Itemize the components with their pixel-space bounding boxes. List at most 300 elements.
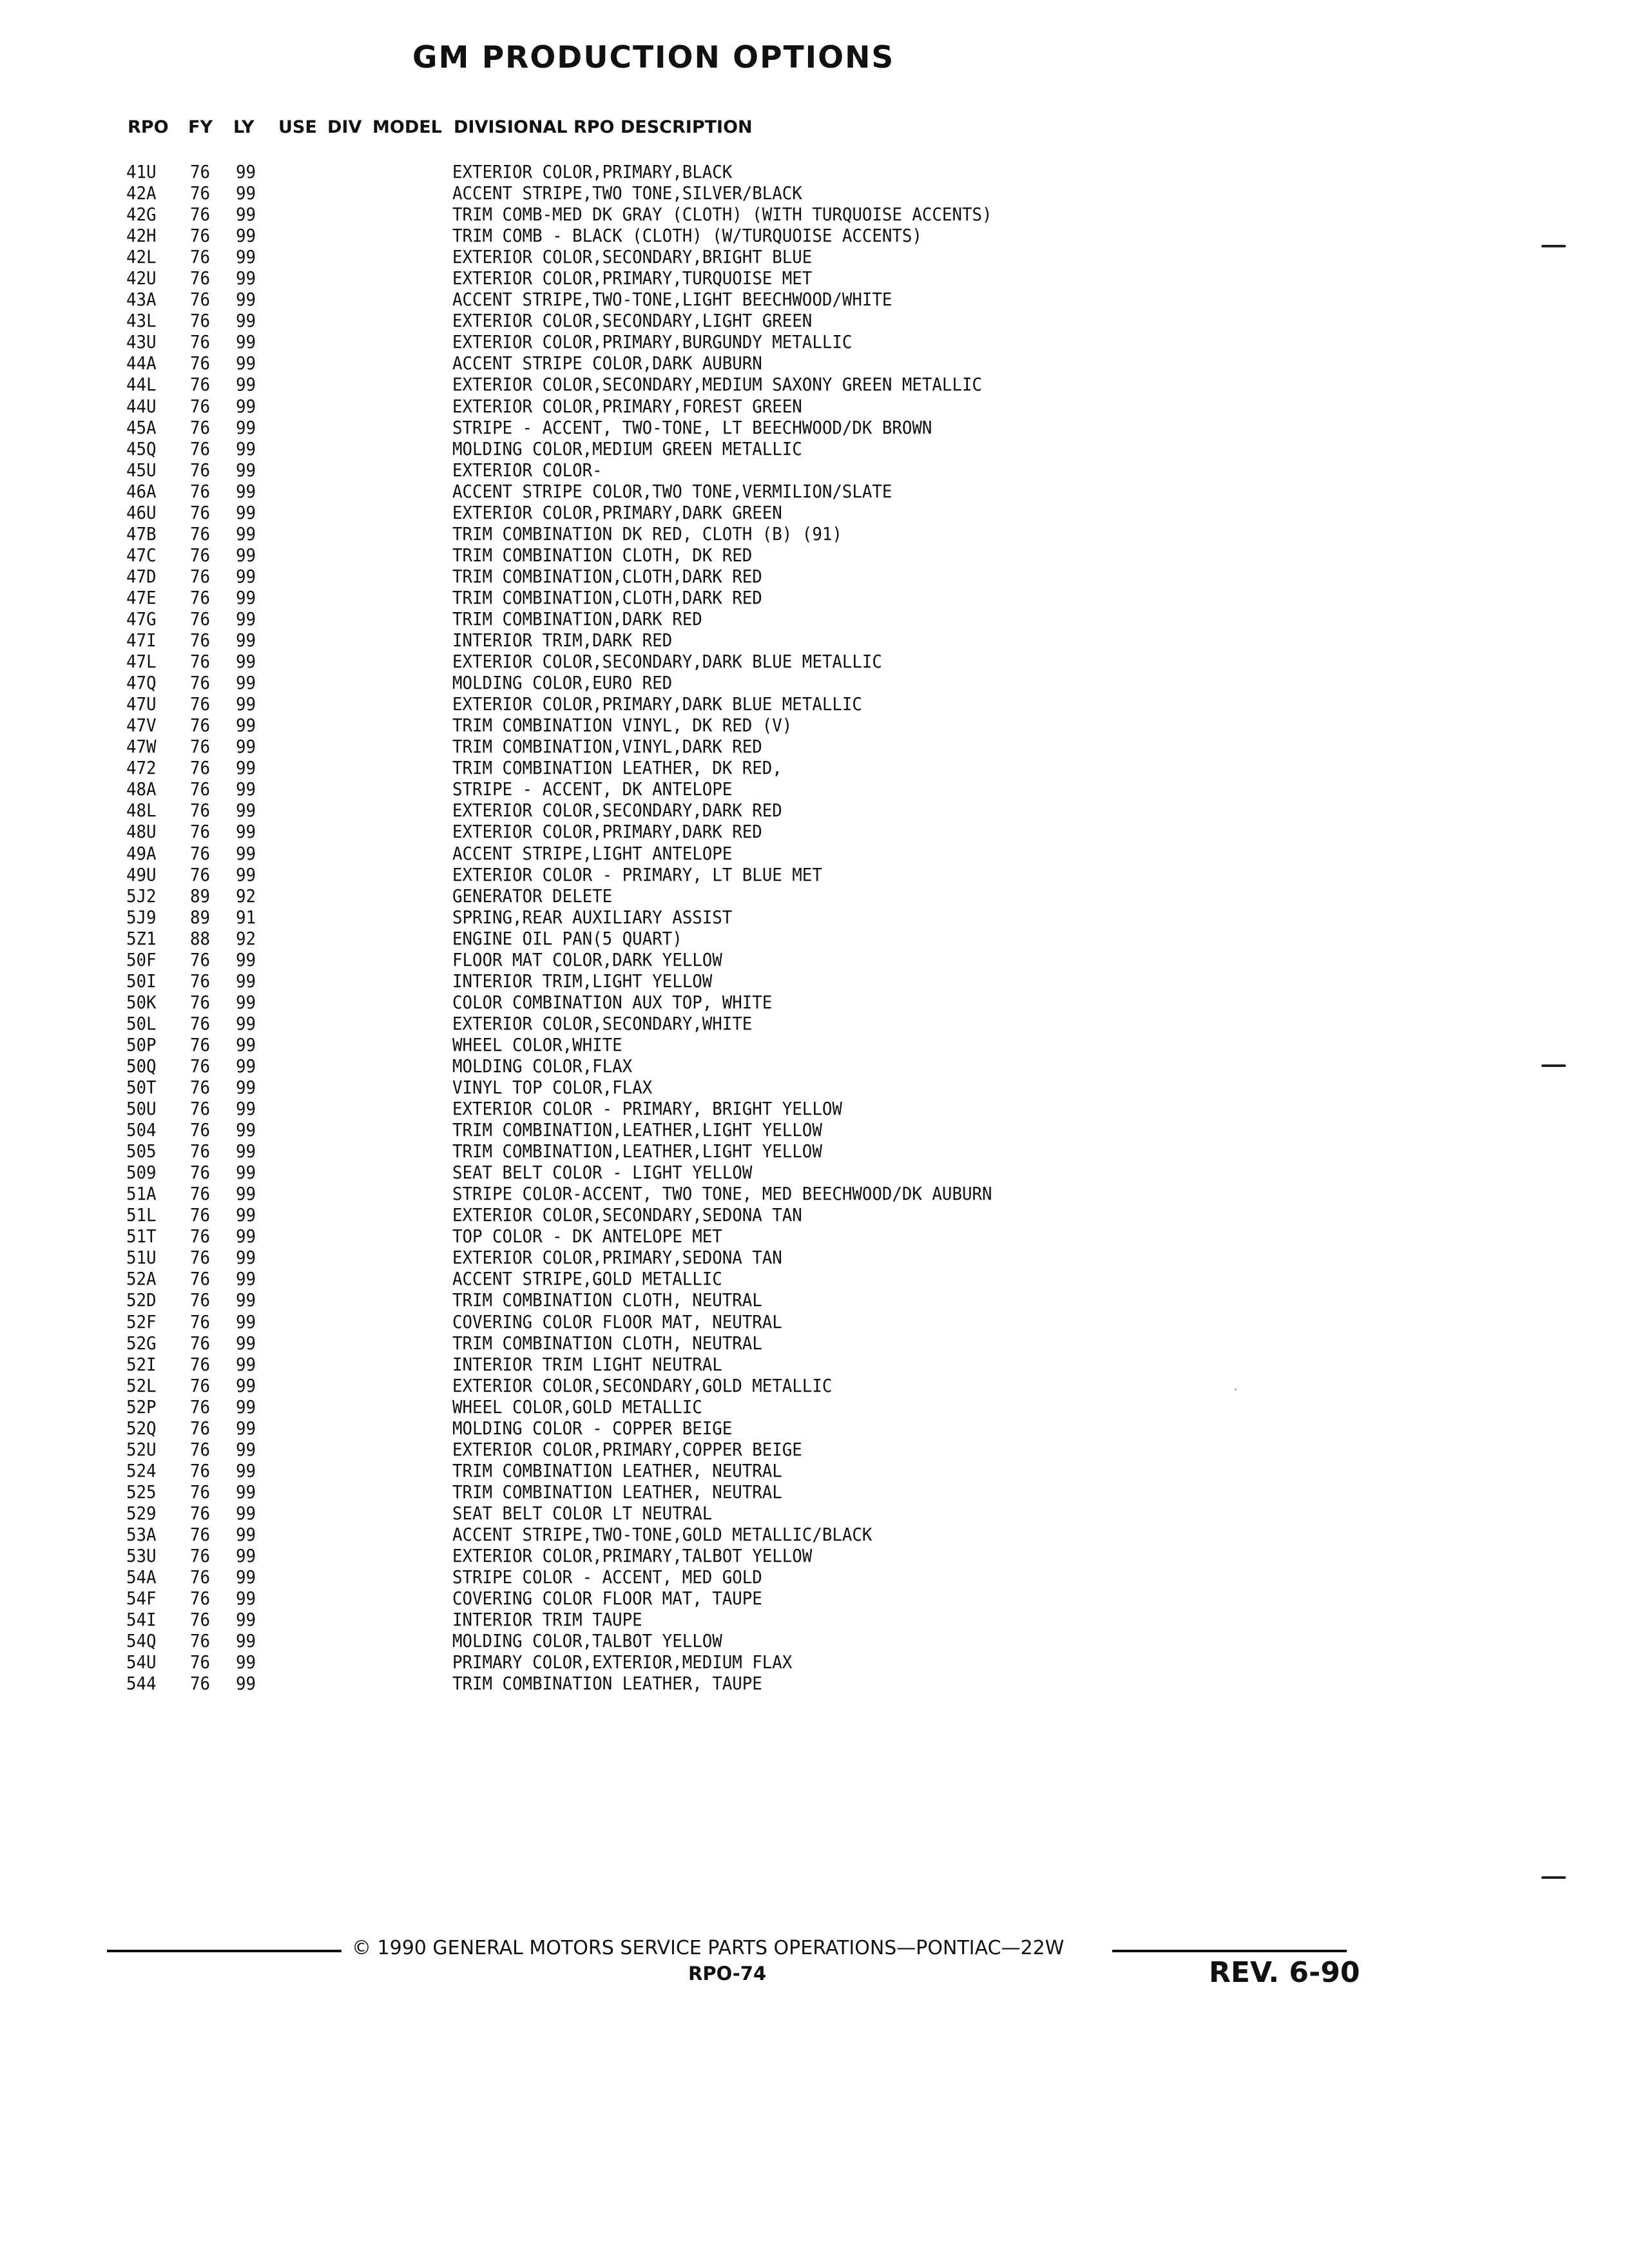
rpo-code: 504 <box>126 1119 157 1141</box>
first-year: 76 <box>190 416 211 438</box>
first-year: 76 <box>190 1588 211 1610</box>
description: EXTERIOR COLOR,PRIMARY,DARK BLUE METALLIC <box>452 693 862 715</box>
description: EXTERIOR COLOR,PRIMARY,DARK GREEN <box>452 501 782 523</box>
last-year: 99 <box>236 1609 256 1631</box>
rpo-code: 54A <box>126 1566 157 1588</box>
first-year: 76 <box>190 1289 211 1311</box>
last-year: 99 <box>236 416 256 438</box>
last-year: 99 <box>236 1481 256 1503</box>
first-year: 76 <box>190 267 211 289</box>
last-year: 91 <box>236 906 256 928</box>
table-row <box>0 778 1629 800</box>
first-year: 76 <box>190 310 211 332</box>
table-row <box>0 352 1629 374</box>
first-year: 76 <box>190 778 211 800</box>
footer-copyright: © 1990 GENERAL MOTORS SERVICE PARTS OPERATIONS—PONTIAC—22W <box>352 1937 1065 1959</box>
description: ACCENT STRIPE,LIGHT ANTELOPE <box>452 842 733 864</box>
last-year: 99 <box>236 182 256 204</box>
table-row <box>0 289 1629 310</box>
first-year: 76 <box>190 1396 211 1418</box>
rpo-code: 52I <box>126 1353 157 1375</box>
last-year: 99 <box>236 501 256 523</box>
description: COLOR COMBINATION AUX TOP, WHITE <box>452 991 773 1013</box>
first-year: 76 <box>190 821 211 843</box>
description: STRIPE COLOR - ACCENT, MED GOLD <box>452 1566 762 1588</box>
first-year: 76 <box>190 225 211 247</box>
rpo-code: 47U <box>126 693 157 715</box>
last-year: 99 <box>236 1268 256 1290</box>
margin-mark <box>1541 245 1566 247</box>
first-year: 76 <box>190 1417 211 1439</box>
description: FLOOR MAT COLOR,DARK YELLOW <box>452 948 722 970</box>
last-year: 99 <box>236 1289 256 1311</box>
description: WHEEL COLOR,WHITE <box>452 1033 622 1055</box>
first-year: 76 <box>190 1651 211 1673</box>
last-year: 99 <box>236 586 256 608</box>
first-year: 76 <box>190 352 211 374</box>
last-year: 99 <box>236 544 256 566</box>
last-year: 99 <box>236 672 256 694</box>
rpo-code: 5J9 <box>126 906 157 928</box>
last-year: 99 <box>236 1162 256 1184</box>
last-year: 99 <box>236 480 256 502</box>
rpo-code: 47B <box>126 523 157 544</box>
last-year: 99 <box>236 331 256 353</box>
description: TRIM COMBINATION,DARK RED <box>452 608 702 629</box>
rpo-code: 47W <box>126 736 157 758</box>
footer-page-number: RPO-74 <box>688 1963 767 1984</box>
rpo-code: 53U <box>126 1545 157 1567</box>
description: EXTERIOR COLOR,PRIMARY,SEDONA TAN <box>452 1247 782 1269</box>
rpo-code: 52D <box>126 1289 157 1311</box>
table-row <box>0 1204 1629 1225</box>
description: ACCENT STRIPE,TWO TONE,SILVER/BLACK <box>452 182 802 204</box>
first-year: 89 <box>190 885 211 907</box>
rpo-code: 47I <box>126 629 157 651</box>
first-year: 76 <box>190 948 211 970</box>
last-year: 99 <box>236 161 256 182</box>
first-year: 76 <box>190 246 211 268</box>
last-year: 99 <box>236 1374 256 1396</box>
table-row <box>0 1098 1629 1119</box>
first-year: 76 <box>190 608 211 629</box>
description: TRIM COMBINATION,LEATHER,LIGHT YELLOW <box>452 1119 822 1141</box>
description: EXTERIOR COLOR,PRIMARY,BURGUNDY METALLIC <box>452 331 853 353</box>
first-year: 76 <box>190 693 211 715</box>
last-year: 99 <box>236 651 256 673</box>
rpo-code: 44L <box>126 374 157 396</box>
rpo-code: 5J2 <box>126 885 157 907</box>
last-year: 99 <box>236 437 256 459</box>
last-year: 99 <box>236 459 256 481</box>
last-year: 99 <box>236 1183 256 1205</box>
rpo-code: 50Q <box>126 1055 157 1077</box>
rpo-code: 46A <box>126 480 157 502</box>
rpo-code: 52A <box>126 1268 157 1290</box>
first-year: 76 <box>190 863 211 885</box>
rpo-code: 50L <box>126 1012 157 1034</box>
last-year: 99 <box>236 1673 256 1695</box>
rpo-code: 51T <box>126 1225 157 1247</box>
first-year: 76 <box>190 736 211 758</box>
description: ENGINE OIL PAN(5 QUART) <box>452 927 682 949</box>
description: ACCENT STRIPE,GOLD METALLIC <box>452 1268 722 1290</box>
rpo-code: 43U <box>126 331 157 353</box>
first-year: 76 <box>190 1077 211 1099</box>
rpo-code: 47C <box>126 544 157 566</box>
rpo-code: 43A <box>126 289 157 311</box>
description: MOLDING COLOR,EURO RED <box>452 672 673 694</box>
last-year: 99 <box>236 715 256 736</box>
table-row <box>0 800 1629 821</box>
description: EXTERIOR COLOR,SECONDARY,LIGHT GREEN <box>452 310 813 332</box>
rpo-code: 52P <box>126 1396 157 1418</box>
table-row <box>0 1289 1629 1311</box>
first-year: 76 <box>190 1524 211 1545</box>
rpo-code: 54F <box>126 1588 157 1610</box>
description: TRIM COMB-MED DK GRAY (CLOTH) (WITH TURQUOISE ACCENTS) <box>452 204 992 226</box>
rpo-code: 45A <box>126 416 157 438</box>
table-row <box>0 1183 1629 1204</box>
first-year: 76 <box>190 565 211 587</box>
last-year: 99 <box>236 757 256 779</box>
last-year: 99 <box>236 310 256 332</box>
description: EXTERIOR COLOR,PRIMARY,TALBOT YELLOW <box>452 1545 813 1567</box>
last-year: 99 <box>236 863 256 885</box>
last-year: 99 <box>236 1332 256 1354</box>
table-row <box>0 1524 1629 1545</box>
first-year: 76 <box>190 1183 211 1205</box>
table-row <box>0 928 1629 949</box>
last-year: 99 <box>236 1417 256 1439</box>
last-year: 99 <box>236 1247 256 1269</box>
first-year: 76 <box>190 651 211 673</box>
description: EXTERIOR COLOR,SECONDARY,DARK RED <box>452 800 782 822</box>
last-year: 99 <box>236 1311 256 1332</box>
last-year: 99 <box>236 1055 256 1077</box>
description: EXTERIOR COLOR,SECONDARY,SEDONA TAN <box>452 1204 802 1226</box>
table-row <box>0 1225 1629 1247</box>
description: EXTERIOR COLOR,SECONDARY,MEDIUM SAXONY GREEN METALLIC <box>452 374 982 396</box>
footer-revision: REV. 6-90 <box>1209 1956 1360 1989</box>
description: EXTERIOR COLOR,PRIMARY,BLACK <box>452 161 733 182</box>
description: COVERING COLOR FLOOR MAT, TAUPE <box>452 1588 762 1610</box>
table-row <box>0 1481 1629 1503</box>
table-row <box>0 1503 1629 1524</box>
first-year: 76 <box>190 204 211 226</box>
table-row <box>0 1375 1629 1396</box>
last-year: 99 <box>236 1033 256 1055</box>
description: TRIM COMBINATION,LEATHER,LIGHT YELLOW <box>452 1140 822 1162</box>
first-year: 76 <box>190 672 211 694</box>
last-year: 99 <box>236 1353 256 1375</box>
rpo-code: 47V <box>126 715 157 736</box>
description: TOP COLOR - DK ANTELOPE MET <box>452 1225 722 1247</box>
first-year: 76 <box>190 1438 211 1460</box>
table-row <box>0 523 1629 544</box>
last-year: 99 <box>236 1630 256 1652</box>
table-row <box>0 1439 1629 1460</box>
description: EXTERIOR COLOR- <box>452 459 602 481</box>
rpo-code: 51U <box>126 1247 157 1269</box>
first-year: 76 <box>190 1502 211 1524</box>
description: INTERIOR TRIM,DARK RED <box>452 629 673 651</box>
rpo-code: 49A <box>126 842 157 864</box>
table-row <box>0 651 1629 672</box>
last-year: 99 <box>236 1119 256 1141</box>
table-row <box>0 182 1629 204</box>
first-year: 76 <box>190 991 211 1013</box>
first-year: 76 <box>190 1566 211 1588</box>
last-year: 99 <box>236 1459 256 1481</box>
first-year: 76 <box>190 1055 211 1077</box>
last-year: 99 <box>236 1588 256 1610</box>
first-year: 76 <box>190 501 211 523</box>
last-year: 99 <box>236 608 256 629</box>
table-row <box>0 757 1629 778</box>
table-row <box>0 161 1629 182</box>
table-row <box>0 1140 1629 1162</box>
first-year: 76 <box>190 800 211 822</box>
table-row <box>0 1247 1629 1268</box>
table-row <box>0 267 1629 289</box>
table-row <box>0 970 1629 992</box>
last-year: 99 <box>236 225 256 247</box>
last-year: 99 <box>236 800 256 822</box>
table-row <box>0 1332 1629 1354</box>
description: SPRING,REAR AUXILIARY ASSIST <box>452 906 733 928</box>
table-row <box>0 1673 1629 1694</box>
rpo-code: 45U <box>126 459 157 481</box>
last-year: 99 <box>236 1524 256 1545</box>
description: ACCENT STRIPE,TWO-TONE,GOLD METALLIC/BLACK <box>452 1524 872 1545</box>
rpo-code: 47Q <box>126 672 157 694</box>
rpo-code: 50K <box>126 991 157 1013</box>
last-year: 99 <box>236 523 256 544</box>
last-year: 92 <box>236 885 256 907</box>
description: EXTERIOR COLOR,SECONDARY,DARK BLUE METALLIC <box>452 651 882 673</box>
table-row <box>0 1588 1629 1609</box>
rpo-code: 505 <box>126 1140 157 1162</box>
rpo-code: 472 <box>126 757 157 779</box>
description: PRIMARY COLOR,EXTERIOR,MEDIUM FLAX <box>452 1651 793 1673</box>
last-year: 92 <box>236 927 256 949</box>
rpo-code: 47L <box>126 651 157 673</box>
rpo-code: 47E <box>126 586 157 608</box>
table-row <box>0 204 1629 225</box>
scan-speck <box>1235 1389 1237 1390</box>
first-year: 76 <box>190 1609 211 1631</box>
last-year: 99 <box>236 778 256 800</box>
page-title: GM PRODUCTION OPTIONS <box>412 40 895 75</box>
table-row <box>0 566 1629 587</box>
first-year: 76 <box>190 1162 211 1184</box>
table-row <box>0 544 1629 566</box>
rpo-code: 544 <box>126 1673 157 1695</box>
description: EXTERIOR COLOR,SECONDARY,WHITE <box>452 1012 753 1034</box>
last-year: 99 <box>236 1225 256 1247</box>
first-year: 76 <box>190 1353 211 1375</box>
first-year: 76 <box>190 757 211 779</box>
rpo-code: 48U <box>126 821 157 843</box>
description: TRIM COMBINATION LEATHER, DK RED, <box>452 757 782 779</box>
rpo-code: 52U <box>126 1438 157 1460</box>
last-year: 99 <box>236 693 256 715</box>
last-year: 99 <box>236 246 256 268</box>
rpo-code: 53A <box>126 1524 157 1545</box>
last-year: 99 <box>236 736 256 758</box>
table-row <box>0 629 1629 651</box>
description: COVERING COLOR FLOOR MAT, NEUTRAL <box>452 1311 782 1332</box>
description: EXTERIOR COLOR,SECONDARY,GOLD METALLIC <box>452 1374 833 1396</box>
rpo-code: 44U <box>126 395 157 417</box>
description: VINYL TOP COLOR,FLAX <box>452 1077 653 1099</box>
last-year: 99 <box>236 1098 256 1120</box>
first-year: 76 <box>190 437 211 459</box>
last-year: 99 <box>236 1502 256 1524</box>
description: EXTERIOR COLOR,PRIMARY,FOREST GREEN <box>452 395 802 417</box>
first-year: 76 <box>190 1630 211 1652</box>
description: GENERATOR DELETE <box>452 885 613 907</box>
first-year: 76 <box>190 715 211 736</box>
first-year: 76 <box>190 1098 211 1120</box>
table-row <box>0 1566 1629 1588</box>
col-header-rpo: RPO <box>128 117 169 137</box>
description: STRIPE COLOR-ACCENT, TWO TONE, MED BEECHWOOD/DK AUBURN <box>452 1183 992 1205</box>
first-year: 76 <box>190 1459 211 1481</box>
rpo-code: 49U <box>126 863 157 885</box>
rpo-code: 5Z1 <box>126 927 157 949</box>
description: MOLDING COLOR,TALBOT YELLOW <box>452 1630 722 1652</box>
first-year: 76 <box>190 1204 211 1226</box>
first-year: 76 <box>190 1119 211 1141</box>
last-year: 99 <box>236 1012 256 1034</box>
last-year: 99 <box>236 842 256 864</box>
rpo-code: 524 <box>126 1459 157 1481</box>
first-year: 76 <box>190 544 211 566</box>
table-row <box>0 1268 1629 1289</box>
rpo-code: 42H <box>126 225 157 247</box>
rpo-code: 44A <box>126 352 157 374</box>
last-year: 99 <box>236 289 256 311</box>
description: TRIM COMBINATION DK RED, CLOTH (B) (91) <box>452 523 842 544</box>
first-year: 76 <box>190 1311 211 1332</box>
rpo-code: 51L <box>126 1204 157 1226</box>
first-year: 76 <box>190 1673 211 1695</box>
last-year: 99 <box>236 204 256 226</box>
rpo-code: 51A <box>126 1183 157 1205</box>
first-year: 76 <box>190 523 211 544</box>
first-year: 76 <box>190 1545 211 1567</box>
description: TRIM COMBINATION,CLOTH,DARK RED <box>452 586 762 608</box>
rpo-code: 48L <box>126 800 157 822</box>
last-year: 99 <box>236 1566 256 1588</box>
table-row <box>0 1609 1629 1630</box>
description: TRIM COMBINATION LEATHER, NEUTRAL <box>452 1481 782 1503</box>
last-year: 99 <box>236 1077 256 1099</box>
rpo-table <box>0 161 1629 1694</box>
first-year: 76 <box>190 161 211 182</box>
first-year: 76 <box>190 842 211 864</box>
description: INTERIOR TRIM LIGHT NEUTRAL <box>452 1353 722 1375</box>
table-row <box>0 1545 1629 1566</box>
table-row <box>0 1354 1629 1375</box>
table-row <box>0 736 1629 757</box>
first-year: 76 <box>190 182 211 204</box>
first-year: 76 <box>190 374 211 396</box>
first-year: 76 <box>190 1481 211 1503</box>
col-header-model: MODEL <box>372 117 442 137</box>
description: TRIM COMBINATION CLOTH, DK RED <box>452 544 753 566</box>
first-year: 76 <box>190 970 211 992</box>
description: MOLDING COLOR - COPPER BEIGE <box>452 1417 733 1439</box>
last-year: 99 <box>236 991 256 1013</box>
table-row <box>0 821 1629 842</box>
last-year: 99 <box>236 948 256 970</box>
table-row <box>0 417 1629 438</box>
rpo-code: 47D <box>126 565 157 587</box>
table-row <box>0 1013 1629 1034</box>
rpo-code: 54I <box>126 1609 157 1631</box>
rpo-code: 52L <box>126 1374 157 1396</box>
last-year: 99 <box>236 1651 256 1673</box>
table-row <box>0 949 1629 970</box>
rpo-code: 52Q <box>126 1417 157 1439</box>
last-year: 99 <box>236 970 256 992</box>
table-row <box>0 1162 1629 1183</box>
table-row <box>0 1418 1629 1439</box>
table-row <box>0 310 1629 331</box>
table-row <box>0 693 1629 715</box>
description: WHEEL COLOR,GOLD METALLIC <box>452 1396 702 1418</box>
rpo-code: 50I <box>126 970 157 992</box>
last-year: 99 <box>236 395 256 417</box>
rpo-code: 42L <box>126 246 157 268</box>
table-row <box>0 374 1629 395</box>
first-year: 76 <box>190 586 211 608</box>
rpo-code: 42A <box>126 182 157 204</box>
col-header-fy: FY <box>188 117 213 137</box>
rpo-code: 52F <box>126 1311 157 1332</box>
margin-mark <box>1541 1876 1566 1879</box>
first-year: 76 <box>190 459 211 481</box>
last-year: 99 <box>236 1438 256 1460</box>
description: EXTERIOR COLOR,PRIMARY,DARK RED <box>452 821 762 843</box>
rpo-code: 41U <box>126 161 157 182</box>
col-header-use: USE <box>278 117 317 137</box>
rpo-code: 50U <box>126 1098 157 1120</box>
description: TRIM COMBINATION,VINYL,DARK RED <box>452 736 762 758</box>
first-year: 88 <box>190 927 211 949</box>
first-year: 76 <box>190 1374 211 1396</box>
description: SEAT BELT COLOR - LIGHT YELLOW <box>452 1162 753 1184</box>
description: ACCENT STRIPE COLOR,DARK AUBURN <box>452 352 762 374</box>
rpo-code: 52G <box>126 1332 157 1354</box>
table-row <box>0 587 1629 608</box>
table-row <box>0 608 1629 629</box>
first-year: 76 <box>190 395 211 417</box>
table-row <box>0 1311 1629 1332</box>
rpo-code: 54U <box>126 1651 157 1673</box>
table-row <box>0 481 1629 502</box>
table-row <box>0 1119 1629 1140</box>
rpo-code: 42U <box>126 267 157 289</box>
description: TRIM COMBINATION LEATHER, TAUPE <box>452 1673 762 1695</box>
table-row <box>0 992 1629 1013</box>
last-year: 99 <box>236 821 256 843</box>
description: STRIPE - ACCENT, DK ANTELOPE <box>452 778 733 800</box>
description: ACCENT STRIPE,TWO-TONE,LIGHT BEECHWOOD/WHITE <box>452 289 892 311</box>
